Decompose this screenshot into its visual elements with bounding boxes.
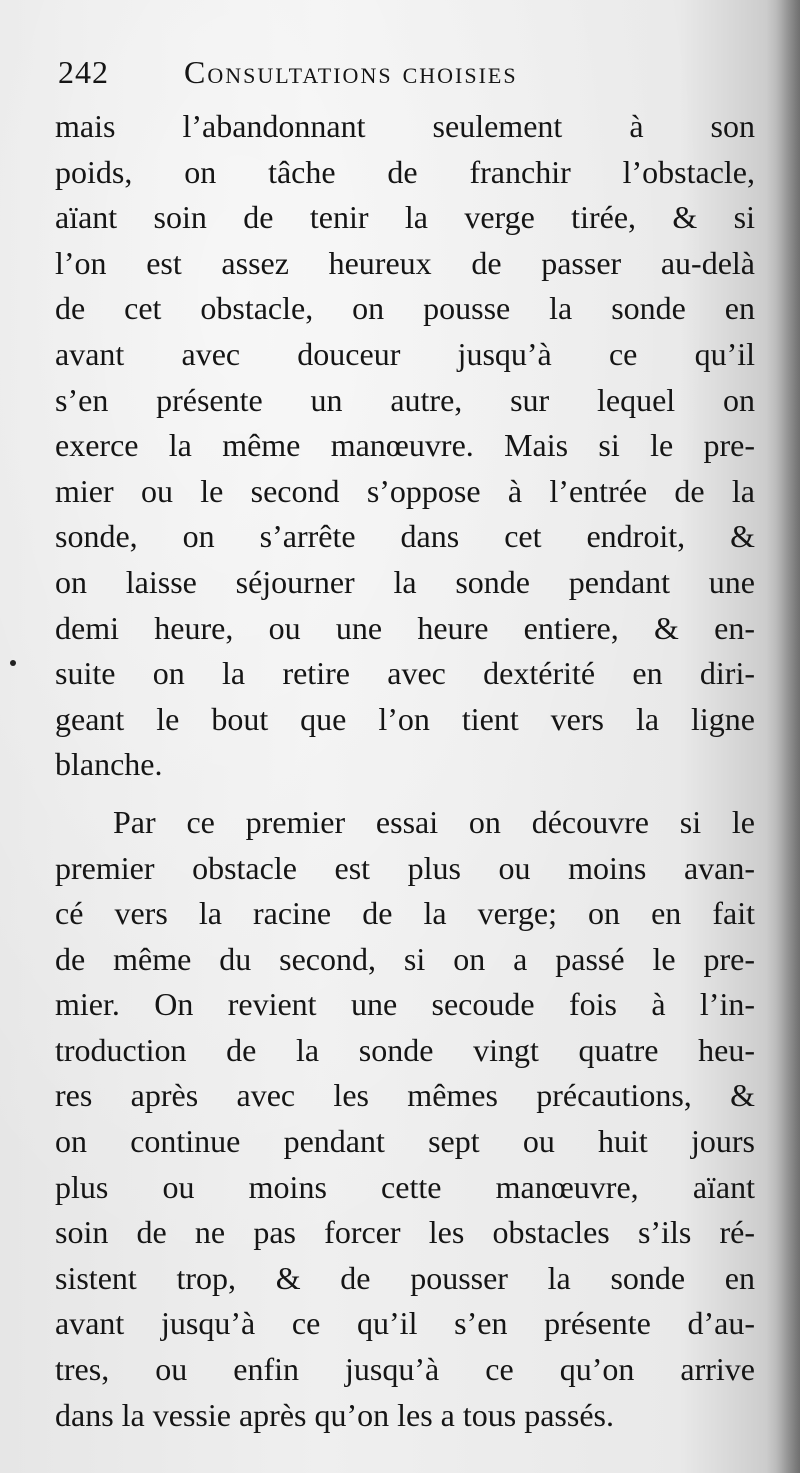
text-line: blanche. [55, 746, 163, 783]
page-header [58, 54, 758, 104]
text-line: soin de ne pas forcer les obstacles s’ils ré- [55, 1214, 755, 1251]
text-line: on laisse séjourner la sonde pendant une [55, 563, 755, 600]
text-line: geant le bout que l’on tient vers la ligne [55, 700, 755, 737]
text-line: avant jusqu’à ce qu’il s’en présente d’au- [55, 1305, 755, 1342]
text-line: de cet obstacle, on pousse la sonde en [55, 290, 755, 327]
text-line: demi heure, ou une heure entiere, & en- [55, 609, 755, 646]
body-text [55, 104, 755, 1438]
text-line: suite on la retire avec dextérité en diri- [55, 655, 755, 692]
text-line: dans la vessie après qu’on les a tous passés. [55, 1396, 614, 1433]
page-gutter-shadow [766, 0, 800, 1473]
text-line: premier obstacle est plus ou moins avan- [55, 849, 755, 886]
text-line: exerce la même manœuvre. Mais si le pre- [55, 427, 755, 464]
text-line: mier. On revient une secoude fois à l’in- [55, 986, 755, 1023]
text-line: troduction de la sonde vingt quatre heu- [55, 1031, 755, 1068]
text-line: sistent trop, & de pousser la sonde en [55, 1259, 755, 1296]
text-line: cé vers la racine de la verge; on en fait [55, 895, 755, 932]
text-line: avant avec douceur jusqu’à ce qu’il [55, 335, 755, 372]
text-line: mais l’abandonnant seulement à son [55, 108, 755, 144]
text-line: on continue pendant sept ou huit jours [55, 1123, 755, 1160]
text-line: res après avec les mêmes précautions, & [55, 1077, 755, 1114]
page-number: 242 [58, 54, 109, 90]
text-line: s’en présente un autre, sur lequel on [55, 381, 755, 418]
paragraph-gap [55, 788, 755, 800]
running-title: Consultations choisies [184, 54, 518, 90]
ink-speck [10, 660, 16, 666]
text-line: l’on est assez heureux de passer au-delà [55, 244, 755, 281]
text-line: sonde, on s’arrête dans cet endroit, & [55, 518, 755, 555]
text-line: mier ou le second s’oppose à l’entrée de la [55, 472, 755, 509]
text-line: plus ou moins cette manœuvre, aïant [55, 1168, 755, 1205]
text-line: de même du second, si on a passé le pre- [55, 940, 755, 977]
text-line: aïant soin de tenir la verge tirée, & si [55, 199, 755, 236]
text-line: poids, on tâche de franchir l’obstacle, [55, 153, 755, 190]
text-line: Par ce premier essai on découvre si le [113, 803, 755, 840]
text-line: tres, ou enfin jusqu’à ce qu’on arrive [55, 1351, 755, 1388]
